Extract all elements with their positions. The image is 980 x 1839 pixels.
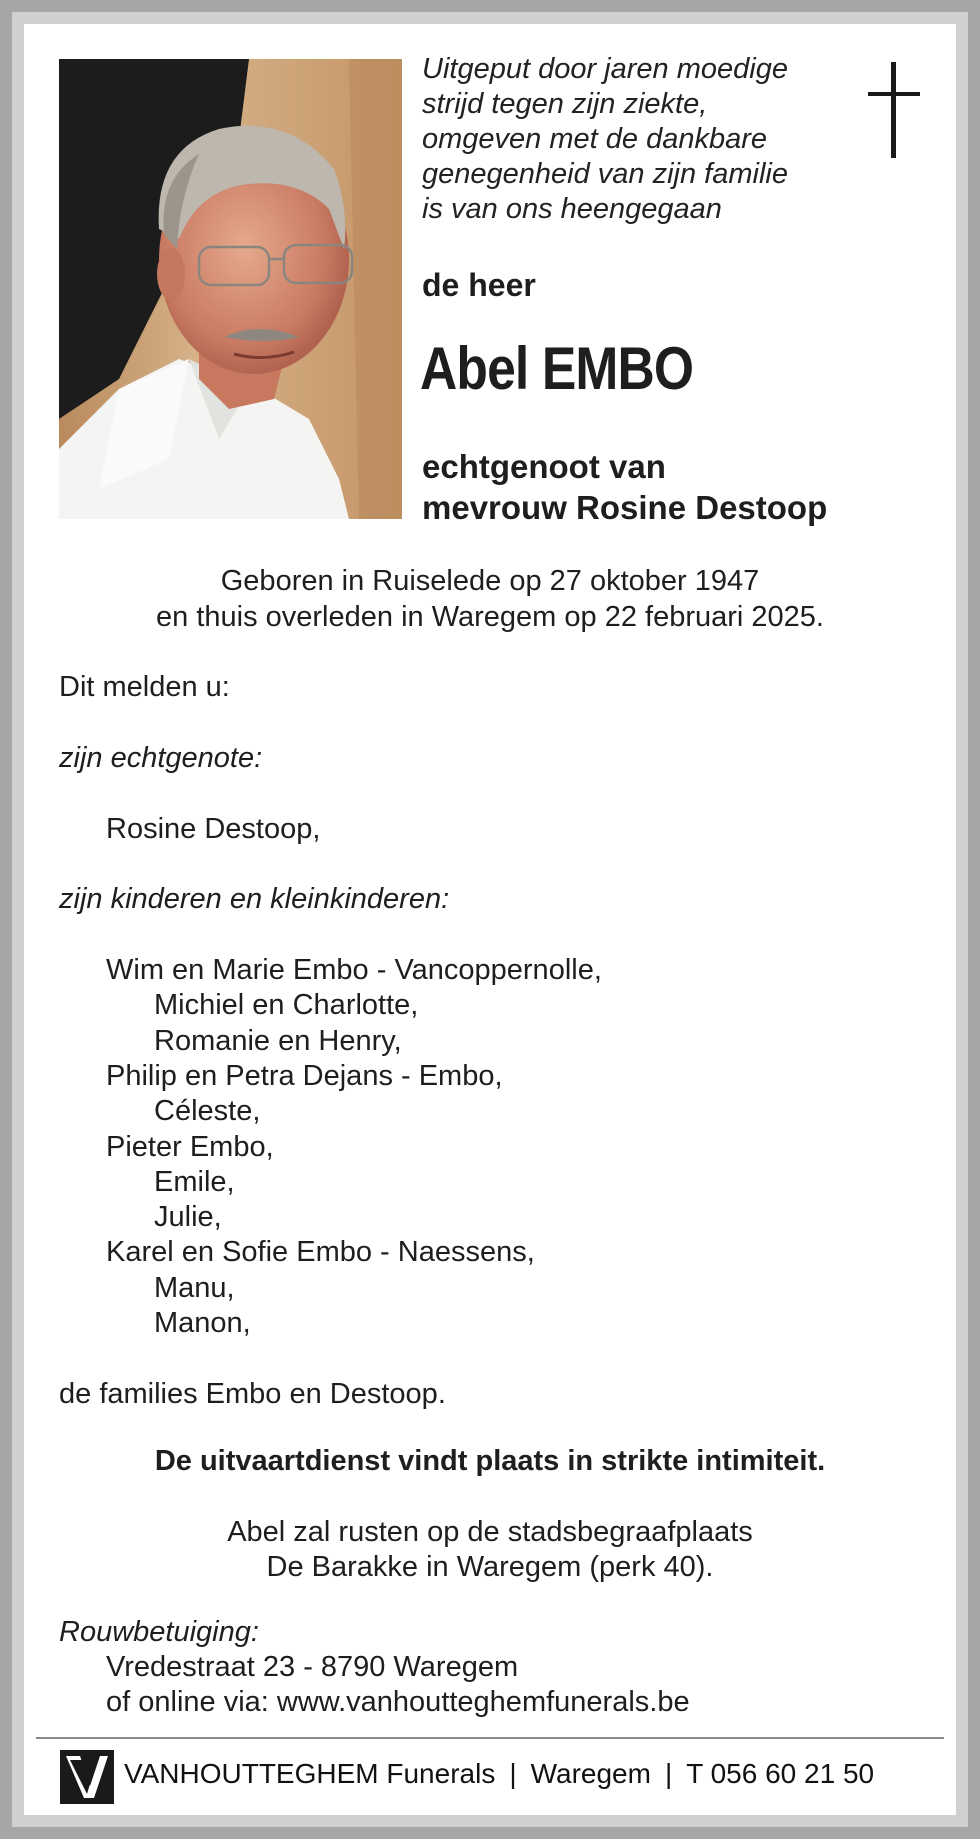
child-entry: Wim en Marie Embo - Vancoppernolle, [106, 954, 602, 986]
rest-line: Abel zal rusten op de stadsbegraafplaats [227, 1516, 753, 1548]
condolence-online: of online via: www.vanhoutteghemfunerals.be [106, 1686, 690, 1718]
birth-line: Geboren in Ruiselede op 27 oktober 1947 [220, 565, 760, 597]
child-entry: Philip en Petra Dejans - Embo, [106, 1059, 503, 1092]
deceased-name: Abel EMBO [420, 335, 694, 402]
portrait-photo [59, 59, 402, 519]
spouse-line: echtgenoot van [422, 448, 666, 485]
grandchild-entry: Manon, [154, 1307, 251, 1339]
families-text: de families Embo en Destoop. [59, 1378, 446, 1410]
grandchild-entry: Romanie en Henry, [154, 1024, 402, 1057]
grandchild-entry: Julie, [154, 1201, 222, 1234]
spouse-info [422, 446, 827, 528]
cross-icon [868, 62, 920, 158]
grandchild-entry: Emile, [154, 1165, 235, 1198]
footer-separator: | [509, 1758, 517, 1789]
children-heading: zijn kinderen en kleinkinderen: [59, 883, 450, 915]
condolence-address: Vredestraat 23 - 8790 Waregem [106, 1651, 519, 1683]
footer-city: Waregem [530, 1758, 651, 1789]
intro-line: Uitgeput door jaren moedige [422, 53, 788, 85]
rest-line: De Barakke in Waregem (perk 40). [266, 1551, 714, 1583]
footer-divider [36, 1737, 944, 1739]
footer-info [124, 1754, 874, 1794]
intro-line: genegenheid van zijn familie [422, 158, 788, 190]
death-line: en thuis overleden in Waregem op 22 februari 2025. [156, 601, 824, 633]
spouse-entry: Rosine Destoop, [106, 813, 321, 845]
title-prefix: de heer [422, 267, 536, 303]
intro-line: strijd tegen zijn ziekte, [422, 88, 708, 120]
grandchild-entry: Céleste, [154, 1095, 261, 1128]
vanhoutteghem-logo-icon [60, 1750, 114, 1804]
announce-text: Dit melden u: [59, 671, 230, 703]
service-notice: De uitvaartdienst vindt plaats in strikte intimiteit. [154, 1445, 826, 1477]
spouse-line: mevrouw Rosine Destoop [422, 489, 828, 526]
condolence-heading: Rouwbetuiging: [59, 1616, 259, 1648]
intro-text [422, 52, 842, 227]
grandchild-entry: Manu, [154, 1271, 235, 1304]
intro-line: is van ons heengegaan [422, 193, 722, 225]
child-entry: Karel en Sofie Embo - Naessens, [106, 1236, 535, 1269]
footer-phone: T 056 60 21 50 [686, 1758, 875, 1789]
footer-separator: | [664, 1758, 673, 1789]
spouse-heading: zijn echtgenote: [59, 742, 263, 774]
grandchild-entry: Michiel en Charlotte, [154, 989, 419, 1022]
intro-line: omgeven met de dankbare [422, 123, 767, 155]
footer-company: VANHOUTTEGHEM Funerals [124, 1758, 496, 1789]
child-entry: Pieter Embo, [106, 1130, 274, 1163]
